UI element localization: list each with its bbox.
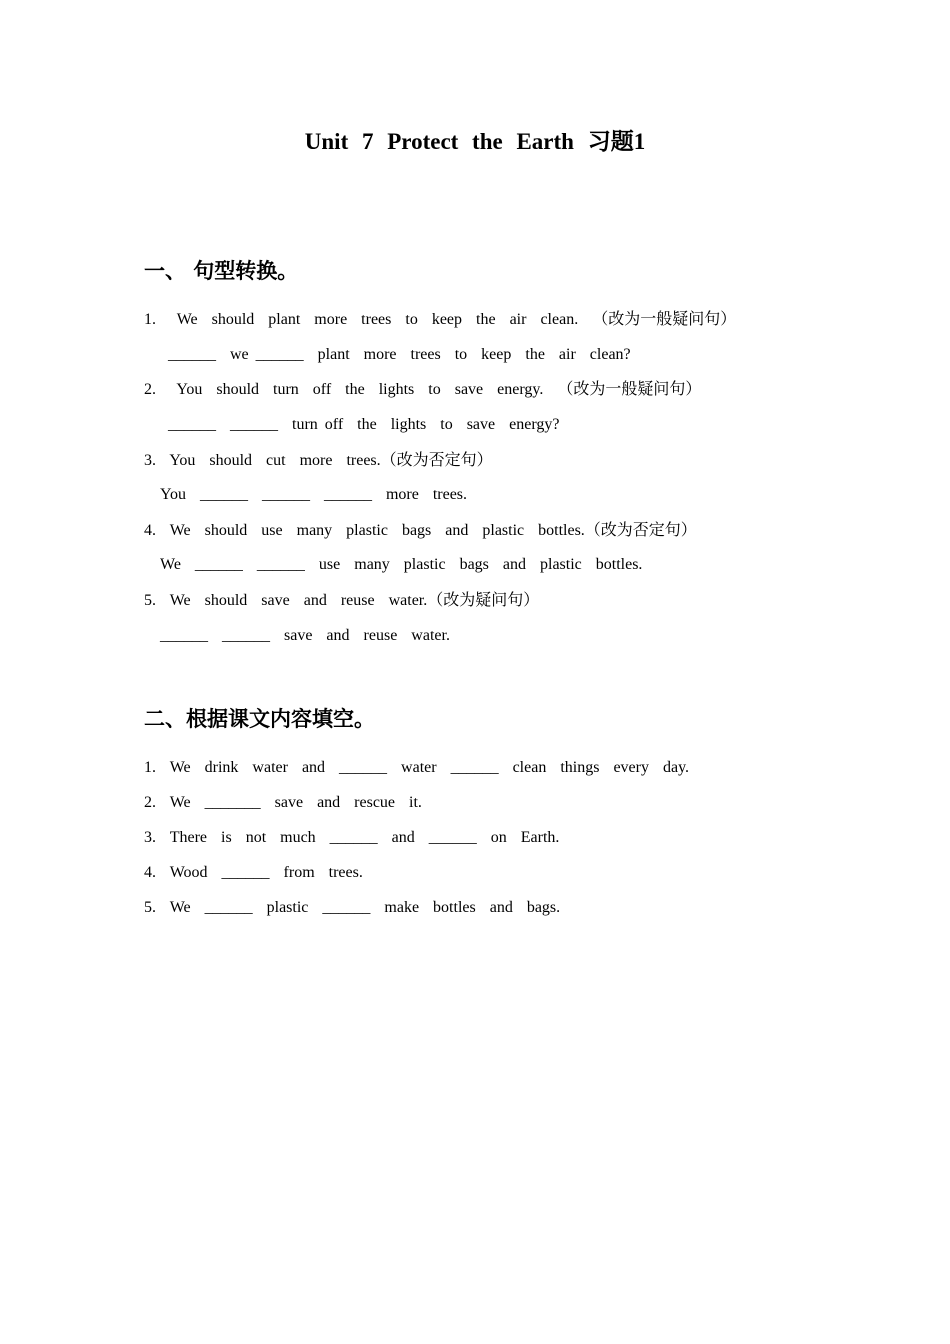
s2-item-1: 1. We drink water and ______ water ______ clean things every day. <box>144 759 690 776</box>
s2-item-2: 2. We _______ save and rescue it. <box>144 794 422 811</box>
s1-answer-2: ______ ______ turn off the lights to save energy? <box>168 416 560 433</box>
s1-answer-4: We ______ ______ use many plastic bags and plastic bottles. <box>160 556 643 573</box>
s1-question-5: 5. We should save and reuse water.（改为疑问句） <box>144 592 540 609</box>
page-title: Unit 7 Protect the Earth 习题1 <box>304 129 646 154</box>
s1-question-2: 2. You should turn off the lights to save energy. （改为一般疑问句） <box>144 381 702 398</box>
section-1-heading: 一、 句型转换。 <box>144 259 299 283</box>
s1-answer-3: You ______ ______ ______ more trees. <box>160 486 468 503</box>
s2-item-3: 3. There is not much ______ and ______ on Earth. <box>144 829 560 846</box>
s2-item-4: 4. Wood ______ from trees. <box>144 864 363 881</box>
section-2-heading: 二、根据课文内容填空。 <box>144 707 375 731</box>
s1-answer-1: ______ we ______ plant more trees to keep the air clean? <box>168 346 631 363</box>
s1-question-3: 3. You should cut more trees.（改为否定句） <box>144 452 493 469</box>
s1-question-1: 1. We should plant more trees to keep the air clean. （改为一般疑问句） <box>144 311 737 328</box>
s1-answer-5: ______ ______ save and reuse water. <box>160 627 450 644</box>
s1-question-4: 4. We should use many plastic bags and plastic bottles.（改为否定句） <box>144 522 697 539</box>
s2-item-5: 5. We ______ plastic ______ make bottles and bags. <box>144 899 561 916</box>
